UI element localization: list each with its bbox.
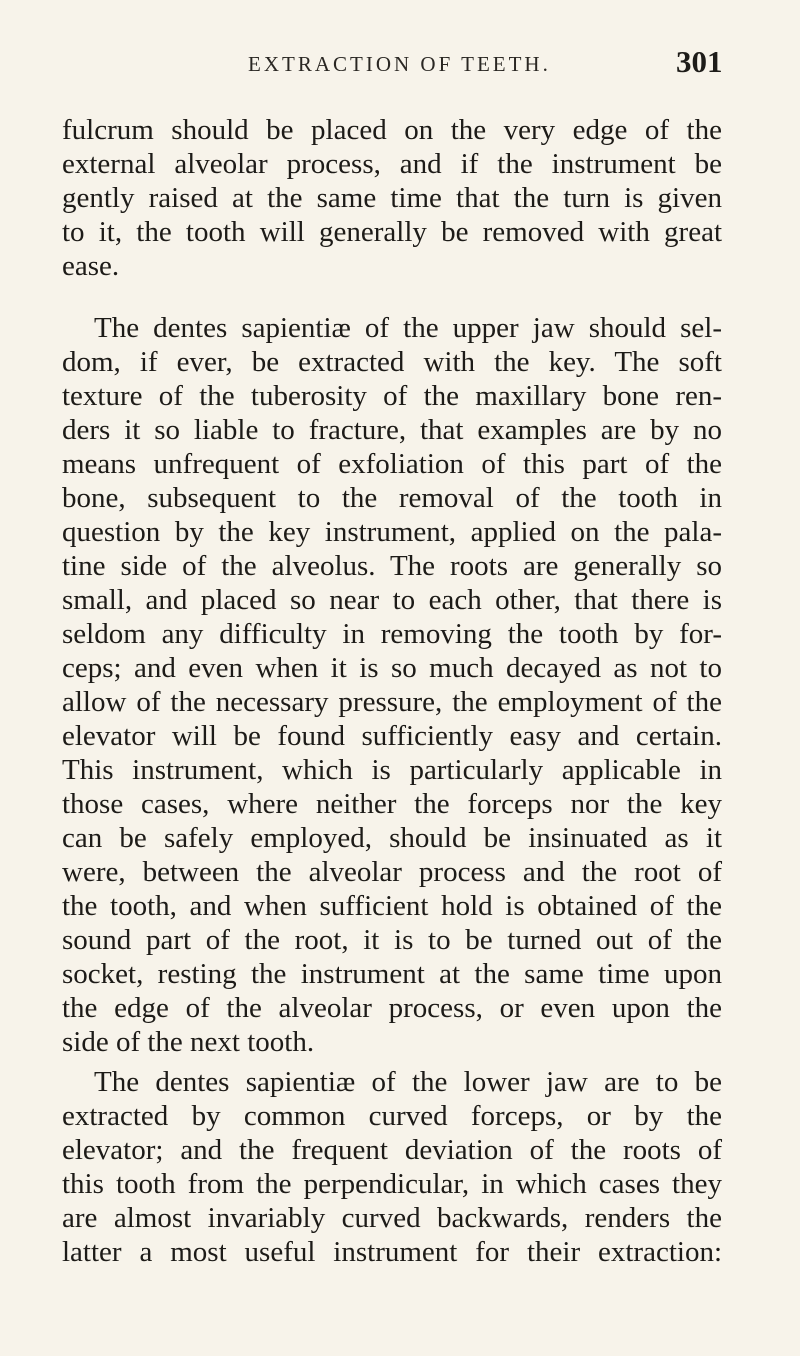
text-line: means unfrequent of exfoliation of this part of the bbox=[62, 448, 722, 480]
text-line: The dentes sapientiæ of the upper jaw should sel- bbox=[94, 312, 722, 344]
text-line: the edge of the alveolar process, or even upon the bbox=[62, 992, 722, 1024]
text-line: ease. bbox=[62, 250, 120, 282]
text-line: are almost invariably curved backwards, renders the bbox=[62, 1202, 722, 1234]
text-line: can be safely employed, should be insinuated as it bbox=[62, 822, 722, 854]
page-number: 301 bbox=[676, 44, 723, 79]
text-line: gently raised at the same time that the turn is given bbox=[62, 182, 722, 214]
text-line: allow of the necessary pressure, the employment of the bbox=[62, 686, 722, 718]
text-line: ceps; and even when it is so much decayed as not to bbox=[62, 652, 722, 684]
text-line: extracted by common curved forceps, or by the bbox=[62, 1100, 722, 1132]
text-line: fulcrum should be placed on the very edge of the bbox=[62, 114, 722, 146]
text-line: were, between the alveolar process and the root of bbox=[62, 856, 722, 888]
text-line: dom, if ever, be extracted with the key. The soft bbox=[62, 346, 722, 378]
text-line: ders it so liable to fracture, that examples are by no bbox=[62, 414, 722, 446]
text-line: this tooth from the perpendicular, in which cases they bbox=[62, 1168, 722, 1200]
text-line: bone, subsequent to the removal of the tooth in bbox=[62, 482, 722, 514]
text-line: side of the next tooth. bbox=[62, 1026, 315, 1058]
text-line: socket, resting the instrument at the same time upon bbox=[62, 958, 722, 990]
text-line: The dentes sapientiæ of the lower jaw are to be bbox=[94, 1066, 722, 1098]
text-line: elevator will be found sufficiently easy and certain. bbox=[62, 720, 722, 752]
text-line: tine side of the alveolus. The roots are generally so bbox=[62, 550, 722, 582]
text-line: This instrument, which is particularly applicable in bbox=[62, 754, 722, 786]
text-line: elevator; and the frequent deviation of the roots of bbox=[62, 1134, 722, 1166]
running-title: EXTRACTION OF TEETH. bbox=[248, 52, 551, 76]
text-line: question by the key instrument, applied on the pala- bbox=[62, 516, 722, 548]
text-line: to it, the tooth will generally be removed with great bbox=[62, 216, 722, 248]
running-head bbox=[0, 44, 800, 84]
text-line: external alveolar process, and if the instrument be bbox=[62, 148, 722, 180]
text-line: seldom any difficulty in removing the tooth by for- bbox=[62, 618, 722, 650]
text-line: those cases, where neither the forceps nor the key bbox=[62, 788, 722, 820]
text-line: texture of the tuberosity of the maxillary bone ren- bbox=[62, 380, 722, 412]
text-line: the tooth, and when sufficient hold is obtained of the bbox=[62, 890, 722, 922]
text-line: sound part of the root, it is to be turned out of the bbox=[62, 924, 722, 956]
text-line: small, and placed so near to each other, that there is bbox=[62, 584, 722, 616]
text-line: latter a most useful instrument for their extraction: bbox=[62, 1236, 722, 1268]
